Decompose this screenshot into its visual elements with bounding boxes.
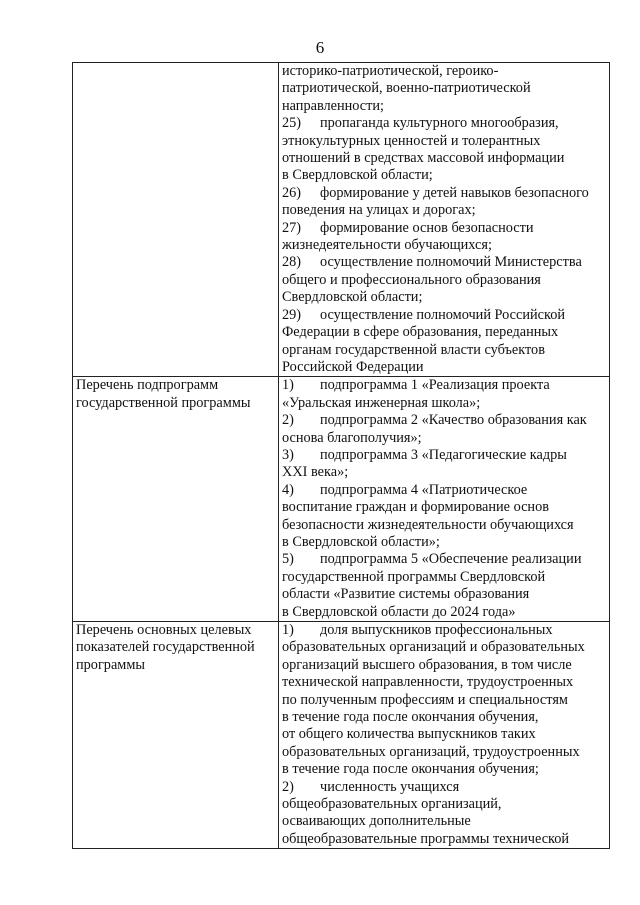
table-row [73, 377, 610, 622]
row-content-line: «Уральская инженерная школа»; [282, 394, 481, 411]
row-label-line: показателей государственной [76, 639, 255, 656]
row-content-line: отношений в средствах массовой информации [282, 150, 565, 167]
row-content-line: технической направленности, трудоустроенных [282, 674, 574, 691]
row-content-line: поведения на улицах и дорогах; [282, 202, 476, 219]
row-content-line: общего и профессионального образования [282, 271, 541, 288]
row-content-cell [279, 63, 610, 377]
row-label-line: государственной программы [76, 394, 251, 411]
row-content-line: 26) формирование у детей навыков безопасного [282, 184, 589, 201]
row-content-line: направленности; [282, 97, 385, 114]
row-content-line: в течение года после окончания обучения; [282, 761, 539, 778]
row-content-line: 29) осуществление полномочий Российской [282, 306, 566, 323]
row-content-line: общеобразовательные программы технической [282, 830, 570, 847]
row-content-line: патриотической, военно-патриотической [282, 80, 531, 97]
passport-table [72, 62, 610, 849]
page-number: 6 [315, 38, 325, 57]
row-content-line: Свердловской области; [282, 289, 423, 306]
row-content-line: области «Развитие системы образования [282, 586, 530, 603]
row-content-line: безопасности жизнедеятельности обучающихся [282, 516, 574, 533]
row-content-line: в течение года после окончания обучения, [282, 709, 539, 726]
table-row [73, 622, 610, 849]
row-content-line: 25) пропаганда культурного многообразия, [282, 115, 559, 132]
row-content-line: 5) подпрограмма 5 «Обеспечение реализации [282, 551, 582, 568]
row-content-line: историко-патриотической, героико- [282, 63, 499, 79]
row-label-line: программы [76, 656, 146, 673]
table-row [73, 63, 610, 377]
row-content-line: 4) подпрограмма 4 «Патриотическое [282, 481, 528, 498]
row-content-line: 2) численность учащихся [282, 778, 460, 795]
row-label-cell [73, 377, 279, 622]
row-content-line: государственной программы Свердловской [282, 568, 546, 585]
row-label-line: Перечень основных целевых [76, 622, 252, 638]
row-content-line: 1) подпрограмма 1 «Реализация проекта [282, 377, 550, 394]
row-content-line: Российской Федерации [282, 358, 424, 375]
row-content-line: органам государственной власти субъектов [282, 341, 545, 358]
row-content-line: образовательных организаций и образовательных [282, 639, 585, 656]
row-content-line: образовательных организаций, трудоустроенных [282, 743, 580, 760]
row-content-line: основа благополучия»; [282, 429, 422, 446]
row-content-line: 28) осуществление полномочий Министерства [282, 254, 582, 271]
row-content-line: 3) подпрограмма 3 «Педагогические кадры [282, 446, 567, 463]
row-content-line: в Свердловской области до 2024 года» [282, 603, 516, 620]
row-content-line: 2) подпрограмма 2 «Качество образования как [282, 412, 587, 429]
row-content-line: этнокультурных ценностей и толерантных [282, 132, 541, 149]
row-content-line: от общего количества выпускников таких [282, 726, 536, 743]
row-label-cell [73, 622, 279, 849]
row-content-line: общеобразовательных организаций, [282, 796, 502, 813]
row-label-line: Перечень подпрограмм [76, 377, 219, 394]
row-content-line: в Свердловской области»; [282, 533, 440, 550]
row-content-line: 1) доля выпускников профессиональных [282, 622, 553, 638]
row-content-line: воспитание граждан и формирование основ [282, 499, 549, 516]
row-content-line: осваивающих дополнительные [282, 813, 471, 830]
row-content-line: организаций высшего образования, в том числе [282, 656, 572, 673]
row-content-line: XXI века»; [282, 464, 349, 481]
row-content-line: 27) формирование основ безопасности [282, 219, 534, 236]
row-content-line: по полученным профессиям и специальностям [282, 691, 568, 708]
row-content-cell [279, 622, 610, 849]
row-content-line: Федерации в сфере образования, переданных [282, 324, 559, 341]
row-content-cell [279, 377, 610, 622]
row-label-cell [73, 63, 279, 377]
row-content-line: жизнедеятельности обучающихся; [282, 237, 492, 254]
row-content-line: в Свердловской области; [282, 167, 433, 184]
